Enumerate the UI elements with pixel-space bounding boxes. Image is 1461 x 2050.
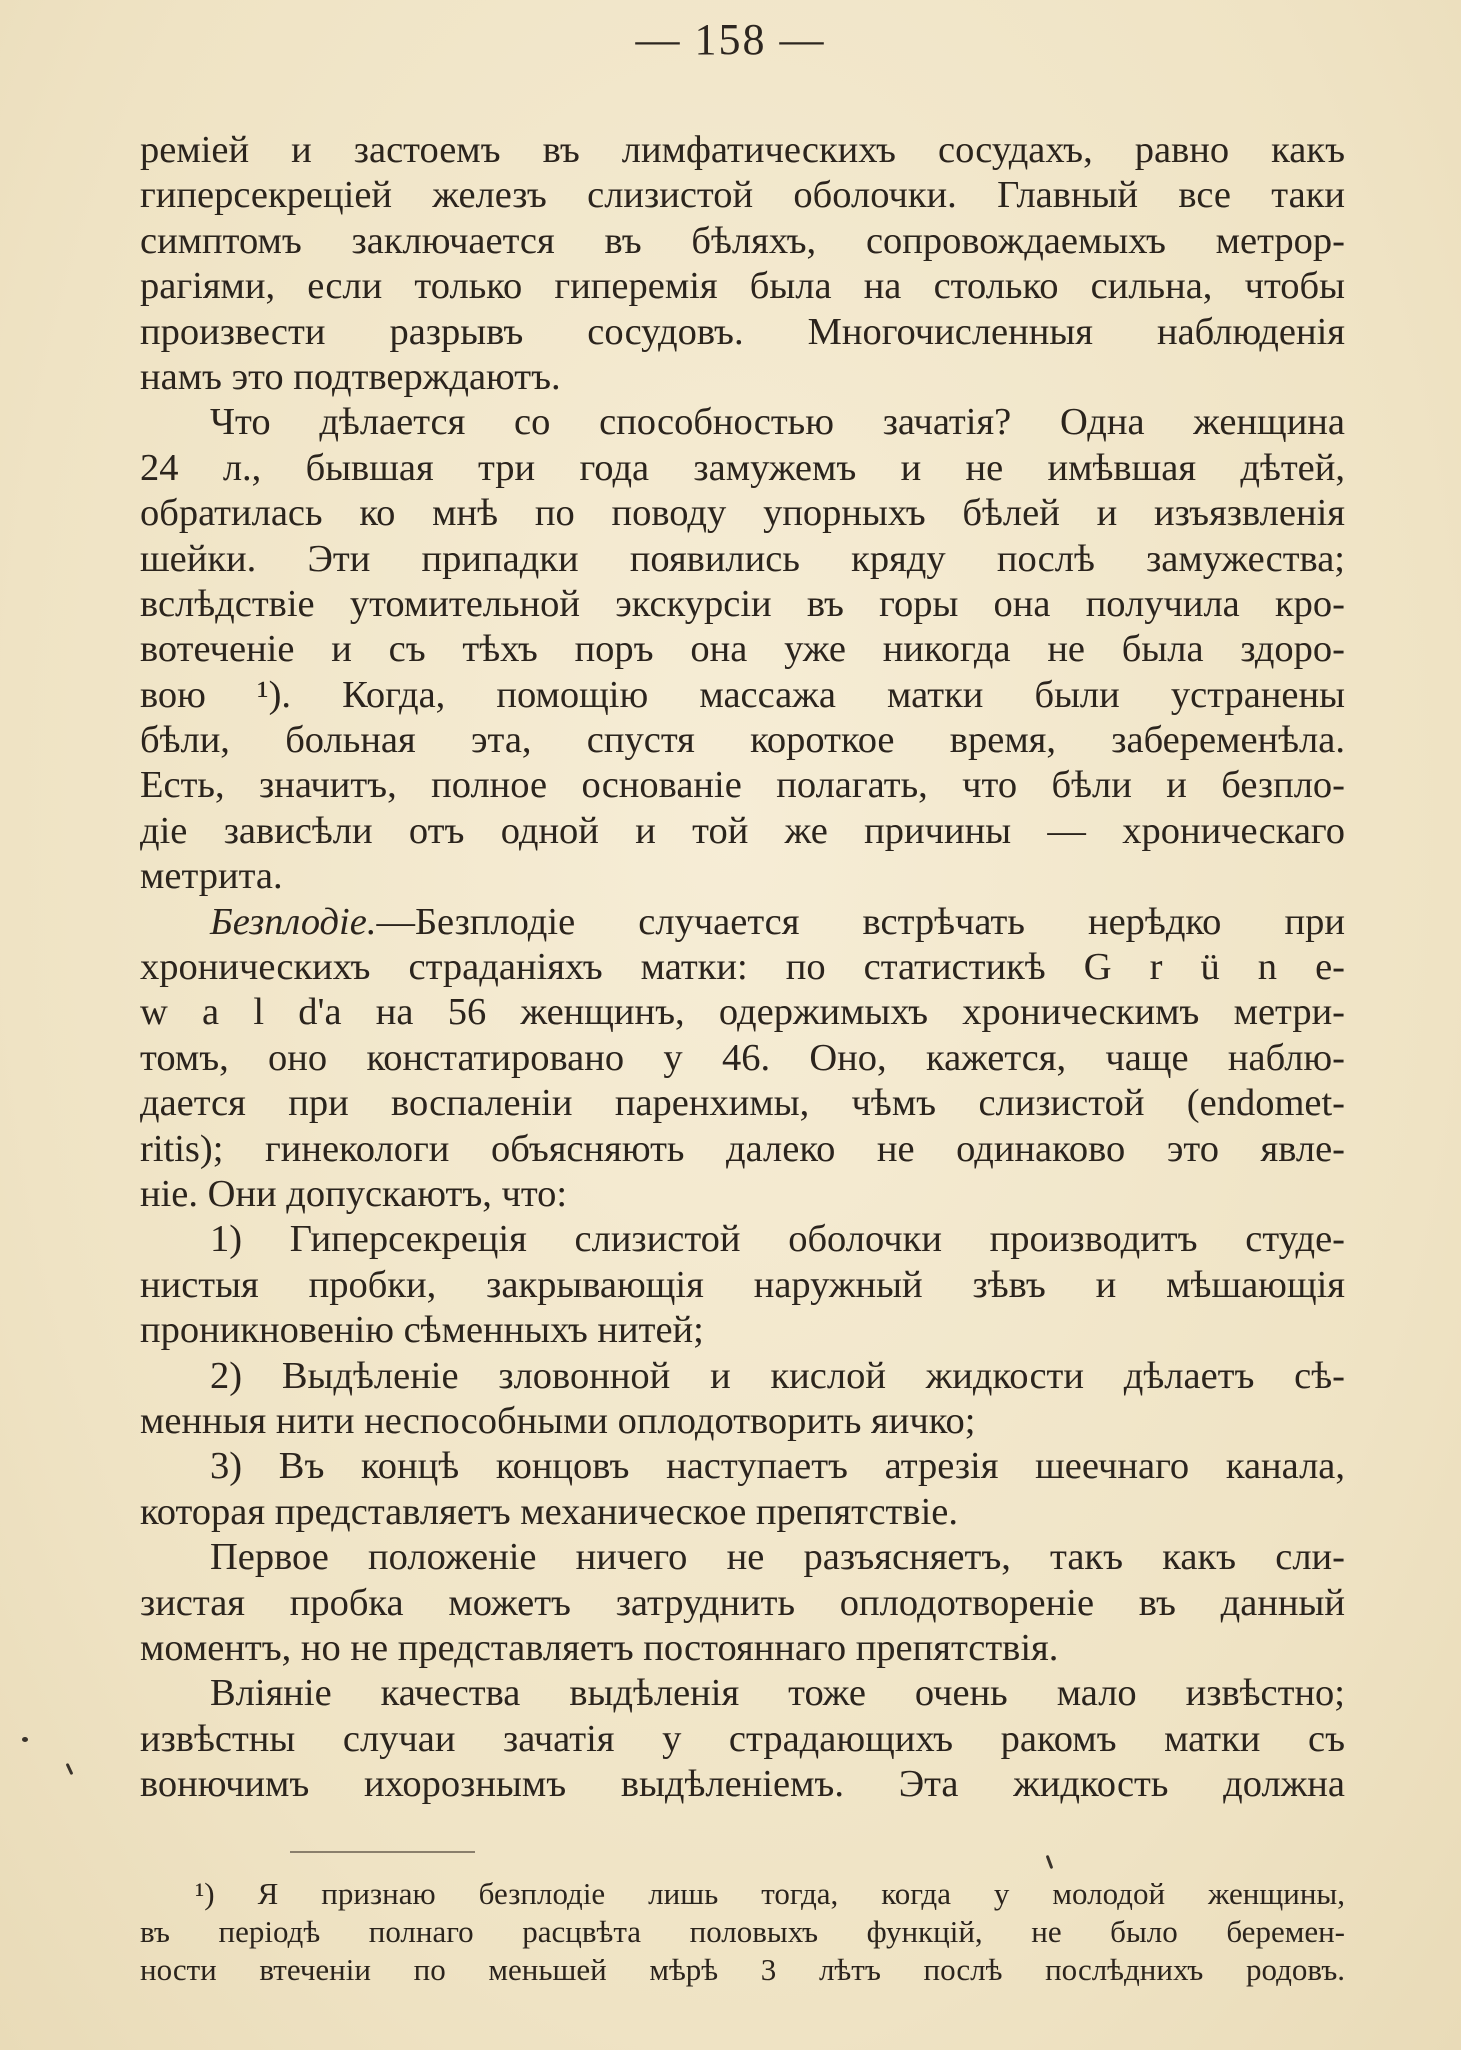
paragraph-1 — [140, 128, 1345, 400]
text-fragment: —Безплодiе случается встрѣчать нерѣдко при — [376, 900, 1345, 943]
text-line: дiе зависѣли отъ одной и той же причины — хроническаго — [140, 809, 1345, 852]
text-line: хроническихъ страданiяхъ матки: по статистикѣ G r ü n e- — [140, 946, 1345, 989]
text-line: вотеченiе и съ тѣхъ поръ она уже никогда не была здоро- — [140, 628, 1345, 671]
text-line: вою ¹). Когда, помощiю массажа матки были устранены — [140, 673, 1345, 716]
text-line: проникновенiю сѣменныхъ нитей; — [140, 1309, 704, 1352]
text-line: нистыя пробки, закрывающiя наружный зѣвъ и мѣшающiя — [140, 1263, 1345, 1306]
italic-heading: Безплодiе. — [210, 900, 377, 943]
text-line: 3) Въ концѣ концовъ наступаетъ атрезiя шеечнаго канала, — [210, 1445, 1345, 1488]
text-line: Первое положенiе ничего не разъясняетъ, такъ какъ сли- — [210, 1536, 1345, 1579]
text-line: томъ, оно констатировано у 46. Оно, кажется, чаще наблю- — [140, 1036, 1345, 1079]
text-line: шейки. Эти припадки появились кряду послѣ замужества; — [140, 537, 1345, 580]
text-line: моментъ, но не представляетъ постояннаго препятствiя. — [140, 1626, 1059, 1669]
list-item-2 — [140, 1354, 1345, 1445]
text-line: дается при воспаленiи паренхимы, чѣмъ слизистой (endomet- — [140, 1082, 1345, 1125]
text-line: зистая пробка можетъ затруднить оплодотворенiе въ данный — [140, 1581, 1345, 1624]
footnote-line: ности втеченiи по меньшей мѣрѣ 3 лѣтъ послѣ послѣднихъ родовъ. — [140, 1952, 1345, 1987]
paragraph-2 — [140, 400, 1345, 899]
text-line: Что дѣлается со способностью зачатiя? Одна женщина — [210, 401, 1345, 444]
text-line: Есть, значитъ, полное основанiе полагать, что бѣли и безпло- — [140, 764, 1345, 807]
text-line: нiе. Они допускаютъ, что: — [140, 1172, 568, 1215]
text-line: извѣстны случаи зачатiя у страдающихъ ракомъ матки съ — [140, 1717, 1345, 1760]
list-item-3 — [140, 1444, 1345, 1535]
text-line: менныя нити неспособными оплодотворить яичко; — [140, 1399, 976, 1442]
footnote-line: ¹) Я признаю безплодiе лишь тогда, когда у молодой женщины, — [195, 1876, 1345, 1911]
text-line: метрита. — [140, 855, 283, 898]
text-line — [140, 900, 1345, 945]
text-line: симптомъ заключается въ бѣляхъ, сопровождаемыхъ метрор- — [140, 219, 1345, 262]
footnote — [140, 1875, 1345, 1989]
list-item-1 — [140, 1217, 1345, 1353]
paragraph-8 — [140, 1671, 1345, 1807]
scan-speck — [22, 1737, 28, 1742]
text-line: 2) Выдѣленiе зловонной и кислой жидкости дѣлаетъ сѣ- — [210, 1354, 1345, 1397]
text-line: w a l d'a на 56 женщинъ, одержимыхъ хроническимъ метри- — [140, 991, 1345, 1034]
text-line: рагiями, если только гиперемiя была на столько сильна, чтобы — [140, 265, 1345, 308]
text-line: вонючимъ ихорознымъ выдѣленiемъ. Эта жидкость должна — [140, 1763, 1345, 1806]
footnote-line: въ перiодѣ полнаго расцвѣта половыхъ функцiй, не было беремен- — [140, 1914, 1345, 1949]
text-line: бѣли, больная эта, спустя короткое время, забеременѣла. — [140, 719, 1345, 762]
text-line: ремiей и застоемъ въ лимфатическихъ сосудахъ, равно какъ — [140, 129, 1345, 171]
text-line: Влiянiе качества выдѣленiя тоже очень мало извѣстно; — [210, 1672, 1345, 1715]
text-line: намъ это подтверждаютъ. — [140, 355, 561, 398]
text-line: вслѣдствiе утомительной экскурсiи въ горы она получила кро- — [140, 582, 1345, 625]
text-line: ritis); гинекологи объясняють далеко не одинаково это явле- — [140, 1127, 1345, 1170]
page-number: — 158 — — [635, 15, 826, 64]
scan-speck — [1046, 1855, 1054, 1869]
text-line: 24 л., бывшая три года замужемъ и не имѣвшая дѣтей, — [140, 446, 1345, 489]
scan-speck — [66, 1763, 74, 1775]
paragraph-7 — [140, 1535, 1345, 1671]
text-line: обратилась ко мнѣ по поводу упорныхъ бѣлей и изъязвленiя — [140, 492, 1345, 535]
footnote-divider — [290, 1851, 475, 1853]
body-text — [140, 128, 1345, 1807]
text-line: 1) Гиперсекрецiя слизистой оболочки производитъ студе- — [210, 1218, 1345, 1261]
paragraph-3 — [140, 900, 1345, 1218]
text-line: произвести разрывъ сосудовъ. Многочисленныя наблюденiя — [140, 310, 1345, 353]
text-line: гиперсекрецiей железъ слизистой оболочки. Главный все таки — [140, 174, 1345, 217]
text-line: которая представляетъ механическое препятствiе. — [140, 1490, 958, 1533]
